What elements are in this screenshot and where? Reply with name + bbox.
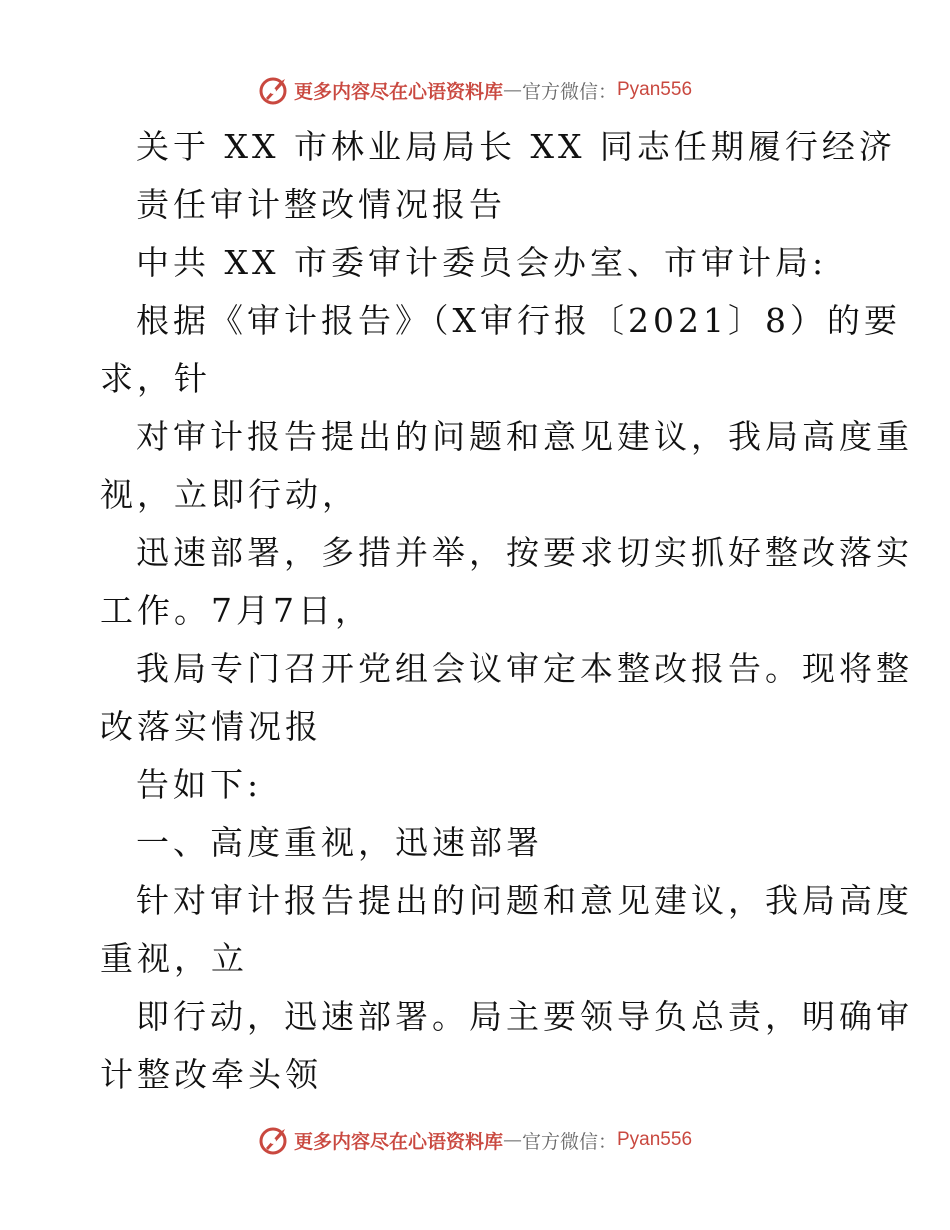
paragraph-line: 重视，立 [100,939,248,978]
document-title-line-2: 责任审计整改情况报告 [136,185,506,224]
paragraph-line: 即行动，迅速部署。局主要领导负总责，明确审 [136,997,913,1036]
paragraph-line: 计整改牵头领 [100,1055,322,1094]
watermark-title: 更多内容尽在心语资料库 [293,1130,503,1153]
paragraph-line: 告如下: [136,765,263,804]
paragraph-line: 改落实情况报 [100,707,322,746]
paragraph-line: 针对审计报告提出的问题和意见建议，我局高度 [136,881,913,920]
watermark-dash: — [502,1129,522,1151]
paragraph-line: 我局专门召开党组会议审定本整改报告。现将整 [136,649,913,688]
watermark-wechat-label: 官方微信： [521,1130,617,1153]
paragraph-line: 工作。7月7日， [100,591,372,630]
paragraph-line: 根据《审计报告》（X审行报〔2021〕8）的要 [136,301,901,340]
document-title-line-1: 关于 XX 市林业局局长 XX 同志任期履行经济 [136,127,896,166]
watermark-title: 更多内容尽在心语资料库 [293,80,503,103]
watermark-dash: — [502,79,522,101]
pen-logo-icon [258,74,290,106]
document-addressee: 中共 XX 市委审计委员会办室、市审计局: [136,243,828,282]
watermark-banner-top [0,70,950,110]
paragraph-line: 迅速部署，多措并举，按要求切实抓好整改落实 [136,533,913,572]
paragraph-line: 对审计报告提出的问题和意见建议，我局高度重 [136,417,913,456]
paragraph-line: 视，立即行动， [100,475,359,514]
paragraph-line: 求，针 [100,359,211,398]
watermark-wechat-label: 官方微信： [521,80,617,103]
section-heading: 一、高度重视，迅速部署 [136,823,543,862]
watermark-wechat-id: Pyan556 [617,1129,693,1150]
watermark-banner-bottom [0,1120,950,1160]
pen-logo-icon [258,1124,290,1156]
watermark-wechat-id: Pyan556 [617,79,693,100]
